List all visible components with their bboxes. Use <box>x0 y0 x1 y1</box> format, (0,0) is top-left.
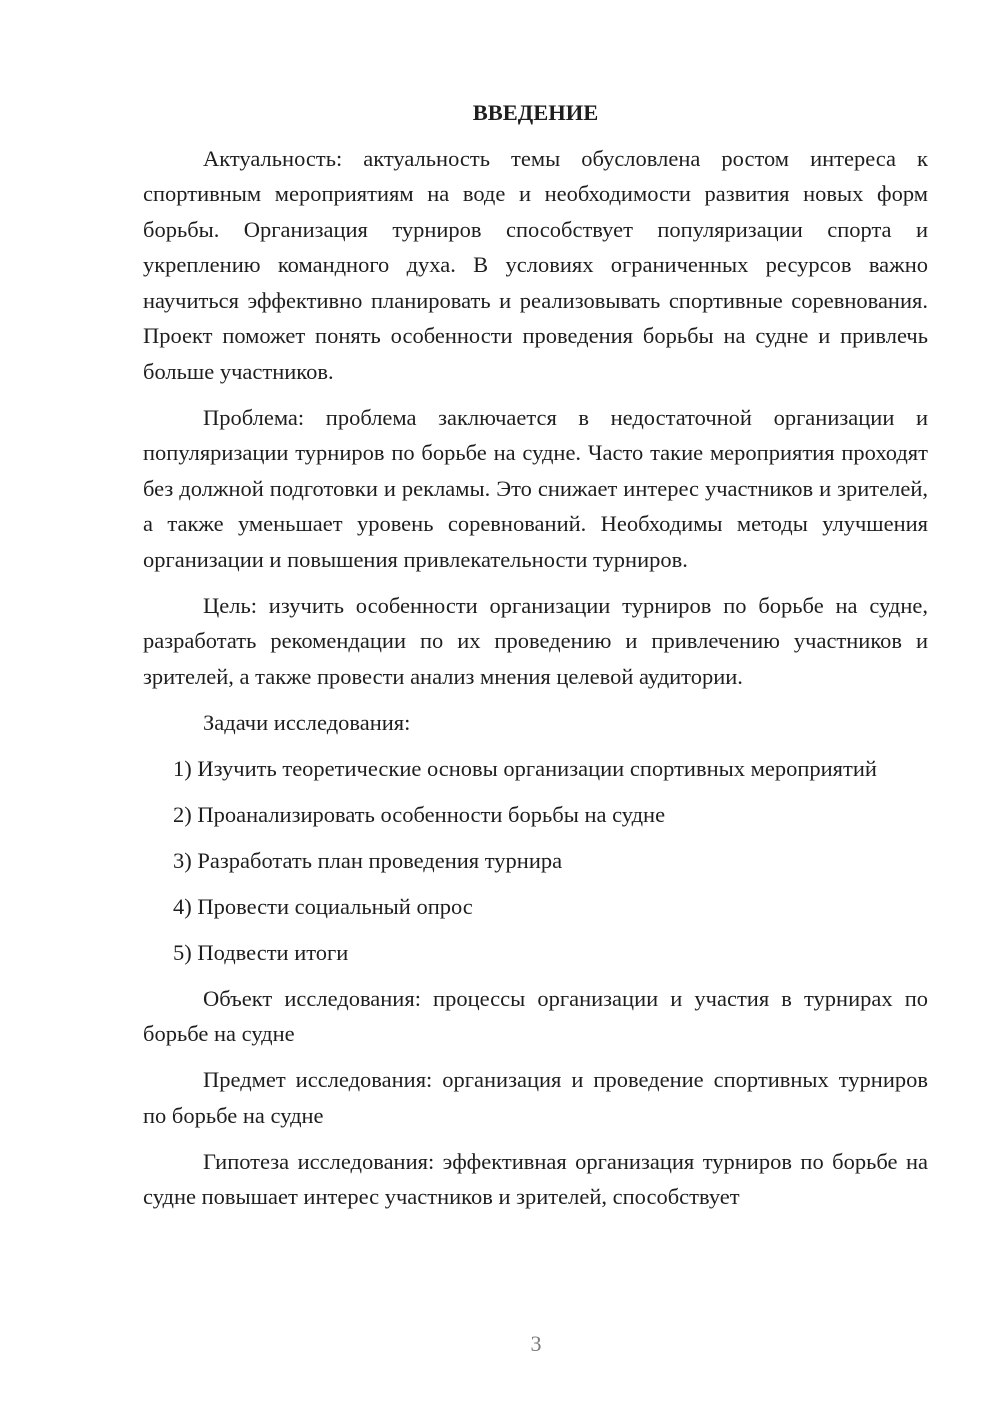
section-heading: ВВЕДЕНИЕ <box>472 100 599 125</box>
page-number: 3 <box>530 1331 542 1356</box>
page-body <box>143 95 928 1313</box>
task-item-4: 4) Провести социальный опрос <box>173 893 473 919</box>
problem-paragraph: Проблема: проблема заключается в недостаточной организации и популяризации турниров по борьбе на судне. Часто такие мероприятия проходят без должной подготовки и рекламы. Это снижает интерес участников и зрителей, а также уменьшает уровень соревнований. Необходимы методы улучшения организации и повышения привлекательности турниров. <box>143 404 928 572</box>
page-content <box>143 95 928 1215</box>
hypothesis-paragraph: Гипотеза исследования: эффективная организация турниров по борьбе на судне повышает интерес участников и зрителей, способствует <box>143 1148 928 1209</box>
task-item-2: 2) Проанализировать особенности борьбы на судне <box>173 801 666 827</box>
subject-paragraph: Предмет исследования: организация и проведение спортивных турниров по борьбе на судне <box>143 1067 928 1128</box>
task-item-1: 1) Изучить теоретические основы организации спортивных мероприятий <box>173 755 877 781</box>
tasks-title: Задачи исследования: <box>203 709 411 735</box>
relevance-paragraph: Актуальность: актуальность темы обусловлена ростом интереса к спортивным мероприятиям на воде и необходимости развития новых форм борьбы. Организация турниров способствует популяризации спорта и укреплению командного духа. В условиях ограниченных ресурсов важно научиться эффективно планировать и реализовывать спортивные соревнования. Проект поможет понять особенности проведения борьбы на судне и привлечь больше участников. <box>143 145 928 384</box>
task-item-5: 5) Подвести итоги <box>173 939 349 965</box>
goal-paragraph: Цель: изучить особенности организации турниров по борьбе на судне, разработать рекомендации по их проведению и привлечению участников и зрителей, а также провести анализ мнения целевой аудитории. <box>143 592 928 689</box>
object-paragraph: Объект исследования: процессы организации и участия в турнирах по борьбе на судне <box>143 985 928 1046</box>
task-item-3: 3) Разработать план проведения турнира <box>173 847 563 873</box>
